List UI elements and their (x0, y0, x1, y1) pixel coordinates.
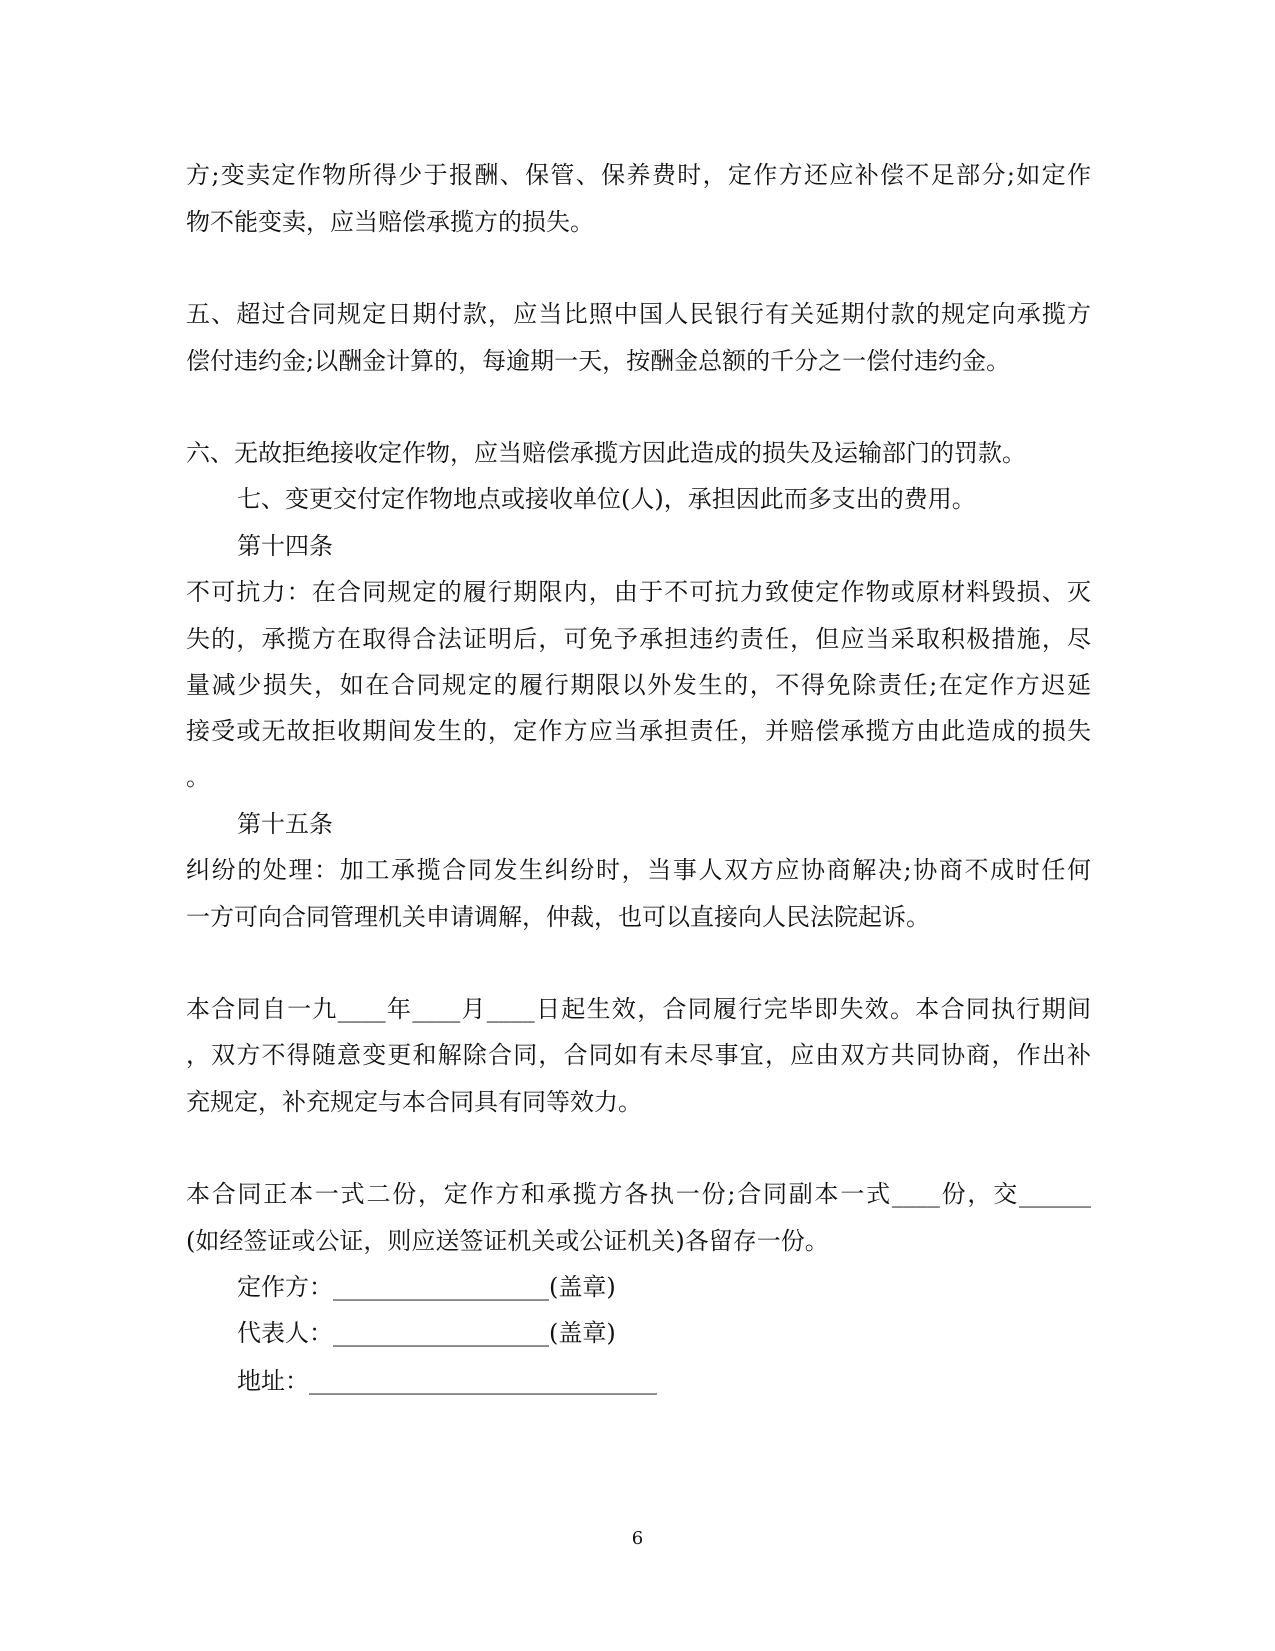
address-line: 地址：_____________________________ (237, 1367, 657, 1395)
force-majeure-line: 失的，承揽方在取得合法证明后，可免予承担违约责任，但应当采取积极措施，尽 (186, 625, 1091, 653)
article-fourteen-heading: 第十四条 (237, 532, 333, 560)
copies-line: 本合同正本一式二份，定作方和承揽方各执一份;合同副本一式____份，交______ (186, 1180, 1091, 1208)
paragraph-line: 方;变卖定作物所得少于报酬、保管、保养费时，定作方还应补偿不足部分;如定作 (186, 161, 1091, 189)
clause-six-line: 六、无故拒绝接收定作物，应当赔偿承揽方因此造成的损失及运输部门的罚款。 (186, 439, 1026, 467)
paragraph-line: 物不能变卖，应当赔偿承揽方的损失。 (186, 208, 594, 236)
effective-date-line: 充规定，补充规定与本合同具有同等效力。 (186, 1088, 642, 1116)
force-majeure-line: 接受或无故拒收期间发生的，定作方应当承担责任，并赔偿承揽方由此造成的损失 (186, 717, 1091, 745)
force-majeure-line: 量减少损失，如在合同规定的履行期限以外发生的，不得免除责任;在定作方迟延 (186, 671, 1091, 699)
copies-line: (如经签证或公证，则应送签证机关或公证机关)各留存一份。 (186, 1227, 829, 1255)
dispute-line: 纠纷的处理：加工承揽合同发生纠纷时，当事人双方应协商解决;协商不成时任何 (186, 856, 1091, 884)
force-majeure-line: 。 (186, 763, 210, 791)
article-fifteen-heading: 第十五条 (237, 810, 333, 838)
clause-seven-line: 七、变更交付定作物地点或接收单位(人)，承担因此而多支出的费用。 (237, 485, 976, 513)
representative-signature-line: 代表人：__________________(盖章) (237, 1319, 616, 1347)
orderer-signature-line: 定作方：__________________(盖章) (237, 1273, 616, 1301)
effective-date-line: 本合同自一九____年____月____日起生效，合同履行完毕即失效。本合同执行期间 (186, 995, 1091, 1023)
force-majeure-line: 不可抗力：在合同规定的履行期限内，由于不可抗力致使定作物或原材料毁损、灭 (186, 578, 1091, 606)
dispute-line: 一方可向合同管理机关申请调解，仲裁，也可以直接向人民法院起诉。 (186, 903, 930, 931)
clause-five-line: 偿付违约金;以酬金计算的，每逾期一天，按酬金总额的千分之一偿付违约金。 (186, 347, 1011, 375)
page-number: 6 (631, 1528, 644, 1549)
effective-date-line: ，双方不得随意变更和解除合同，合同如有未尽事宜，应由双方共同协商，作出补 (186, 1041, 1091, 1069)
clause-five-line: 五、超过合同规定日期付款，应当比照中国人民银行有关延期付款的规定向承揽方 (186, 300, 1091, 328)
